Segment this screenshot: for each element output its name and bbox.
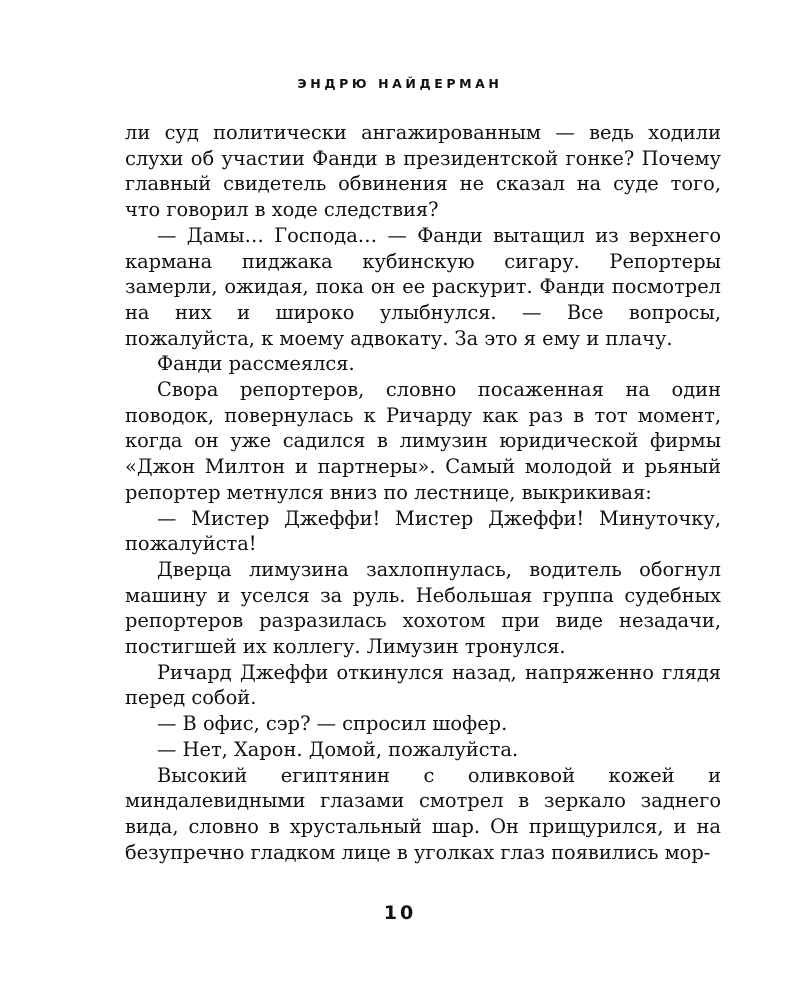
paragraph-4: Свора репортеров, словно посаженная на один поводок, повернулась к Ричарду как раз в тот момент, когда он уже садился в лимузин юридической фирмы «Джон Милтон и партнеры». Самый молодой и рьяный репортер метнулся вниз по лестнице, выкрикивая:	[125, 378, 721, 504]
paragraph-9: — Нет, Харон. Домой, пожалуйста.	[157, 737, 519, 761]
page-body-text	[125, 120, 721, 865]
paragraph-5: — Мистер Джеффи! Мистер Джеффи! Минуточку, пожалуйста!	[125, 506, 721, 556]
paragraph-7: Ричард Джеффи откинулся назад, напряженно глядя перед собой.	[125, 660, 721, 710]
page-number: 10	[383, 902, 417, 924]
paragraph-6: Дверца лимузина захлопнулась, водитель обогнул машину и уселся за руль. Небольшая группа судебных репортеров разразилась хохотом при виде незадачи, постигшей их коллегу. Лимузин тронулся.	[125, 557, 721, 659]
paragraph-3: Фанди рассмеялся.	[157, 352, 355, 376]
paragraph-10: Высокий египтянин с оливковой кожей и миндалевидными глазами смотрел в зеркало заднего вида, словно в хрустальный шар. Он прищурился, и на безупречно гладком лице в уголках глаз появились мор-	[125, 763, 721, 864]
running-head-author: ЭНДРЮ НАЙДЕРМАН	[297, 76, 503, 91]
paragraph-1: ли суд политически ангажированным — ведь ходили слухи об участии Фанди в президентской гонке? Почему главный свидетель обвинения не сказал на суде того, что говорил в ходе следствия?	[125, 121, 721, 222]
paragraph-2: — Дамы… Господа… — Фанди вытащил из верхнего кармана пиджака кубинскую сигару. Репортеры замерли, ожидая, пока он ее раскурит. Фанди посмотрел на них и широко улыбнулся. — Все вопросы, пожалуйста, к моему адвокату. За это я ему и плачу.	[125, 223, 721, 350]
paragraph-8: — В офис, сэр? — спросил шофер.	[157, 712, 508, 736]
